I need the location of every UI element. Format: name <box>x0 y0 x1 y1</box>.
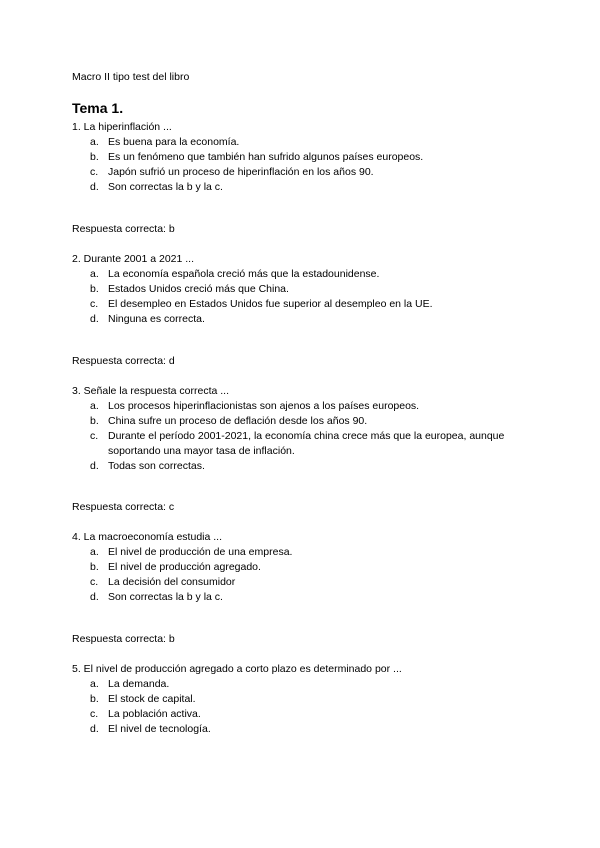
option-item <box>72 722 542 737</box>
option-text: China sufre un proceso de deflación desde los años 90. <box>108 415 368 427</box>
option-text: Todas son correctas. <box>108 460 205 472</box>
option-text: El nivel de producción agregado. <box>108 561 261 573</box>
question-3 <box>72 384 542 474</box>
option-letter: c. <box>90 576 99 588</box>
option-text: La decisión del consumidor <box>108 576 236 588</box>
question-text: 5. El nivel de producción agregado a corto plazo es determinado por ... <box>72 663 402 675</box>
options-list <box>72 399 542 474</box>
option-item <box>72 135 542 150</box>
option-text: Son correctas la b y la c. <box>108 591 223 603</box>
option-text: Son correctas la b y la c. <box>108 181 223 193</box>
option-text: La población activa. <box>108 708 201 720</box>
option-text: El desempleo en Estados Unidos fue superior al desempleo en la UE. <box>108 298 433 310</box>
option-item <box>72 399 542 414</box>
option-item <box>72 545 542 560</box>
option-item <box>72 707 542 722</box>
option-letter: d. <box>90 313 99 325</box>
option-letter: a. <box>90 400 99 412</box>
question-1 <box>72 120 542 195</box>
option-letter: a. <box>90 136 99 148</box>
option-letter: d. <box>90 181 99 193</box>
options-list <box>72 545 542 605</box>
option-item <box>72 165 542 180</box>
option-item <box>72 282 542 297</box>
option-letter: b. <box>90 151 99 163</box>
option-text: Los procesos hiperinflacionistas son ajenos a los países europeos. <box>108 400 420 412</box>
option-item <box>72 575 542 590</box>
option-text: Durante el período 2001-2021, la economía china crece más que la europea, aunque soportando una mayor tasa de inflación. <box>108 430 505 457</box>
option-item <box>72 677 542 692</box>
option-item <box>72 692 542 707</box>
option-letter: d. <box>90 723 99 735</box>
option-letter: a. <box>90 268 99 280</box>
option-text: Estados Unidos creció más que China. <box>108 283 289 295</box>
option-letter: c. <box>90 166 99 178</box>
option-item <box>72 560 542 575</box>
question-text: 4. La macroeconomía estudia ... <box>72 531 222 543</box>
answer-4: Respuesta correcta: b <box>72 633 175 645</box>
options-list <box>72 677 542 737</box>
option-letter: d. <box>90 591 99 603</box>
option-item <box>72 590 542 605</box>
answer-3: Respuesta correcta: c <box>72 501 175 513</box>
option-letter: b. <box>90 561 99 573</box>
option-text: El nivel de tecnología. <box>108 723 211 735</box>
option-letter: c. <box>90 708 99 720</box>
option-text: La demanda. <box>108 678 170 690</box>
option-letter: c. <box>90 298 99 310</box>
option-item <box>72 429 542 459</box>
option-text: Es un fenómeno que también han sufrido algunos países europeos. <box>108 151 424 163</box>
question-4 <box>72 530 542 605</box>
question-text: 1. La hiperinflación ... <box>72 121 172 133</box>
question-2 <box>72 252 542 327</box>
question-text: 2. Durante 2001 a 2021 ... <box>72 253 195 265</box>
option-item <box>72 180 542 195</box>
options-list <box>72 135 542 195</box>
section-heading: Tema 1. <box>72 100 124 116</box>
option-letter: a. <box>90 546 99 558</box>
answer-2: Respuesta correcta: d <box>72 355 175 367</box>
option-text: La economía española creció más que la estadounidense. <box>108 268 380 280</box>
option-text: El stock de capital. <box>108 693 196 705</box>
option-item <box>72 150 542 165</box>
option-letter: d. <box>90 460 99 472</box>
option-letter: b. <box>90 283 99 295</box>
question-5 <box>72 662 542 737</box>
option-letter: c. <box>90 430 99 442</box>
question-text: 3. Señale la respuesta correcta ... <box>72 385 230 397</box>
answer-1: Respuesta correcta: b <box>72 223 175 235</box>
option-text: El nivel de producción de una empresa. <box>108 546 293 558</box>
option-text: Japón sufrió un proceso de hiperinflación en los años 90. <box>108 166 374 178</box>
option-letter: a. <box>90 678 99 690</box>
options-list <box>72 267 542 327</box>
option-item <box>72 267 542 282</box>
option-text: Es buena para la economía. <box>108 136 240 148</box>
option-letter: b. <box>90 415 99 427</box>
option-letter: b. <box>90 693 99 705</box>
option-item <box>72 297 542 312</box>
option-text: Ninguna es correcta. <box>108 313 205 325</box>
option-item <box>72 414 542 429</box>
option-item <box>72 312 542 327</box>
document-title: Macro II tipo test del libro <box>72 71 190 83</box>
option-item <box>72 459 542 474</box>
